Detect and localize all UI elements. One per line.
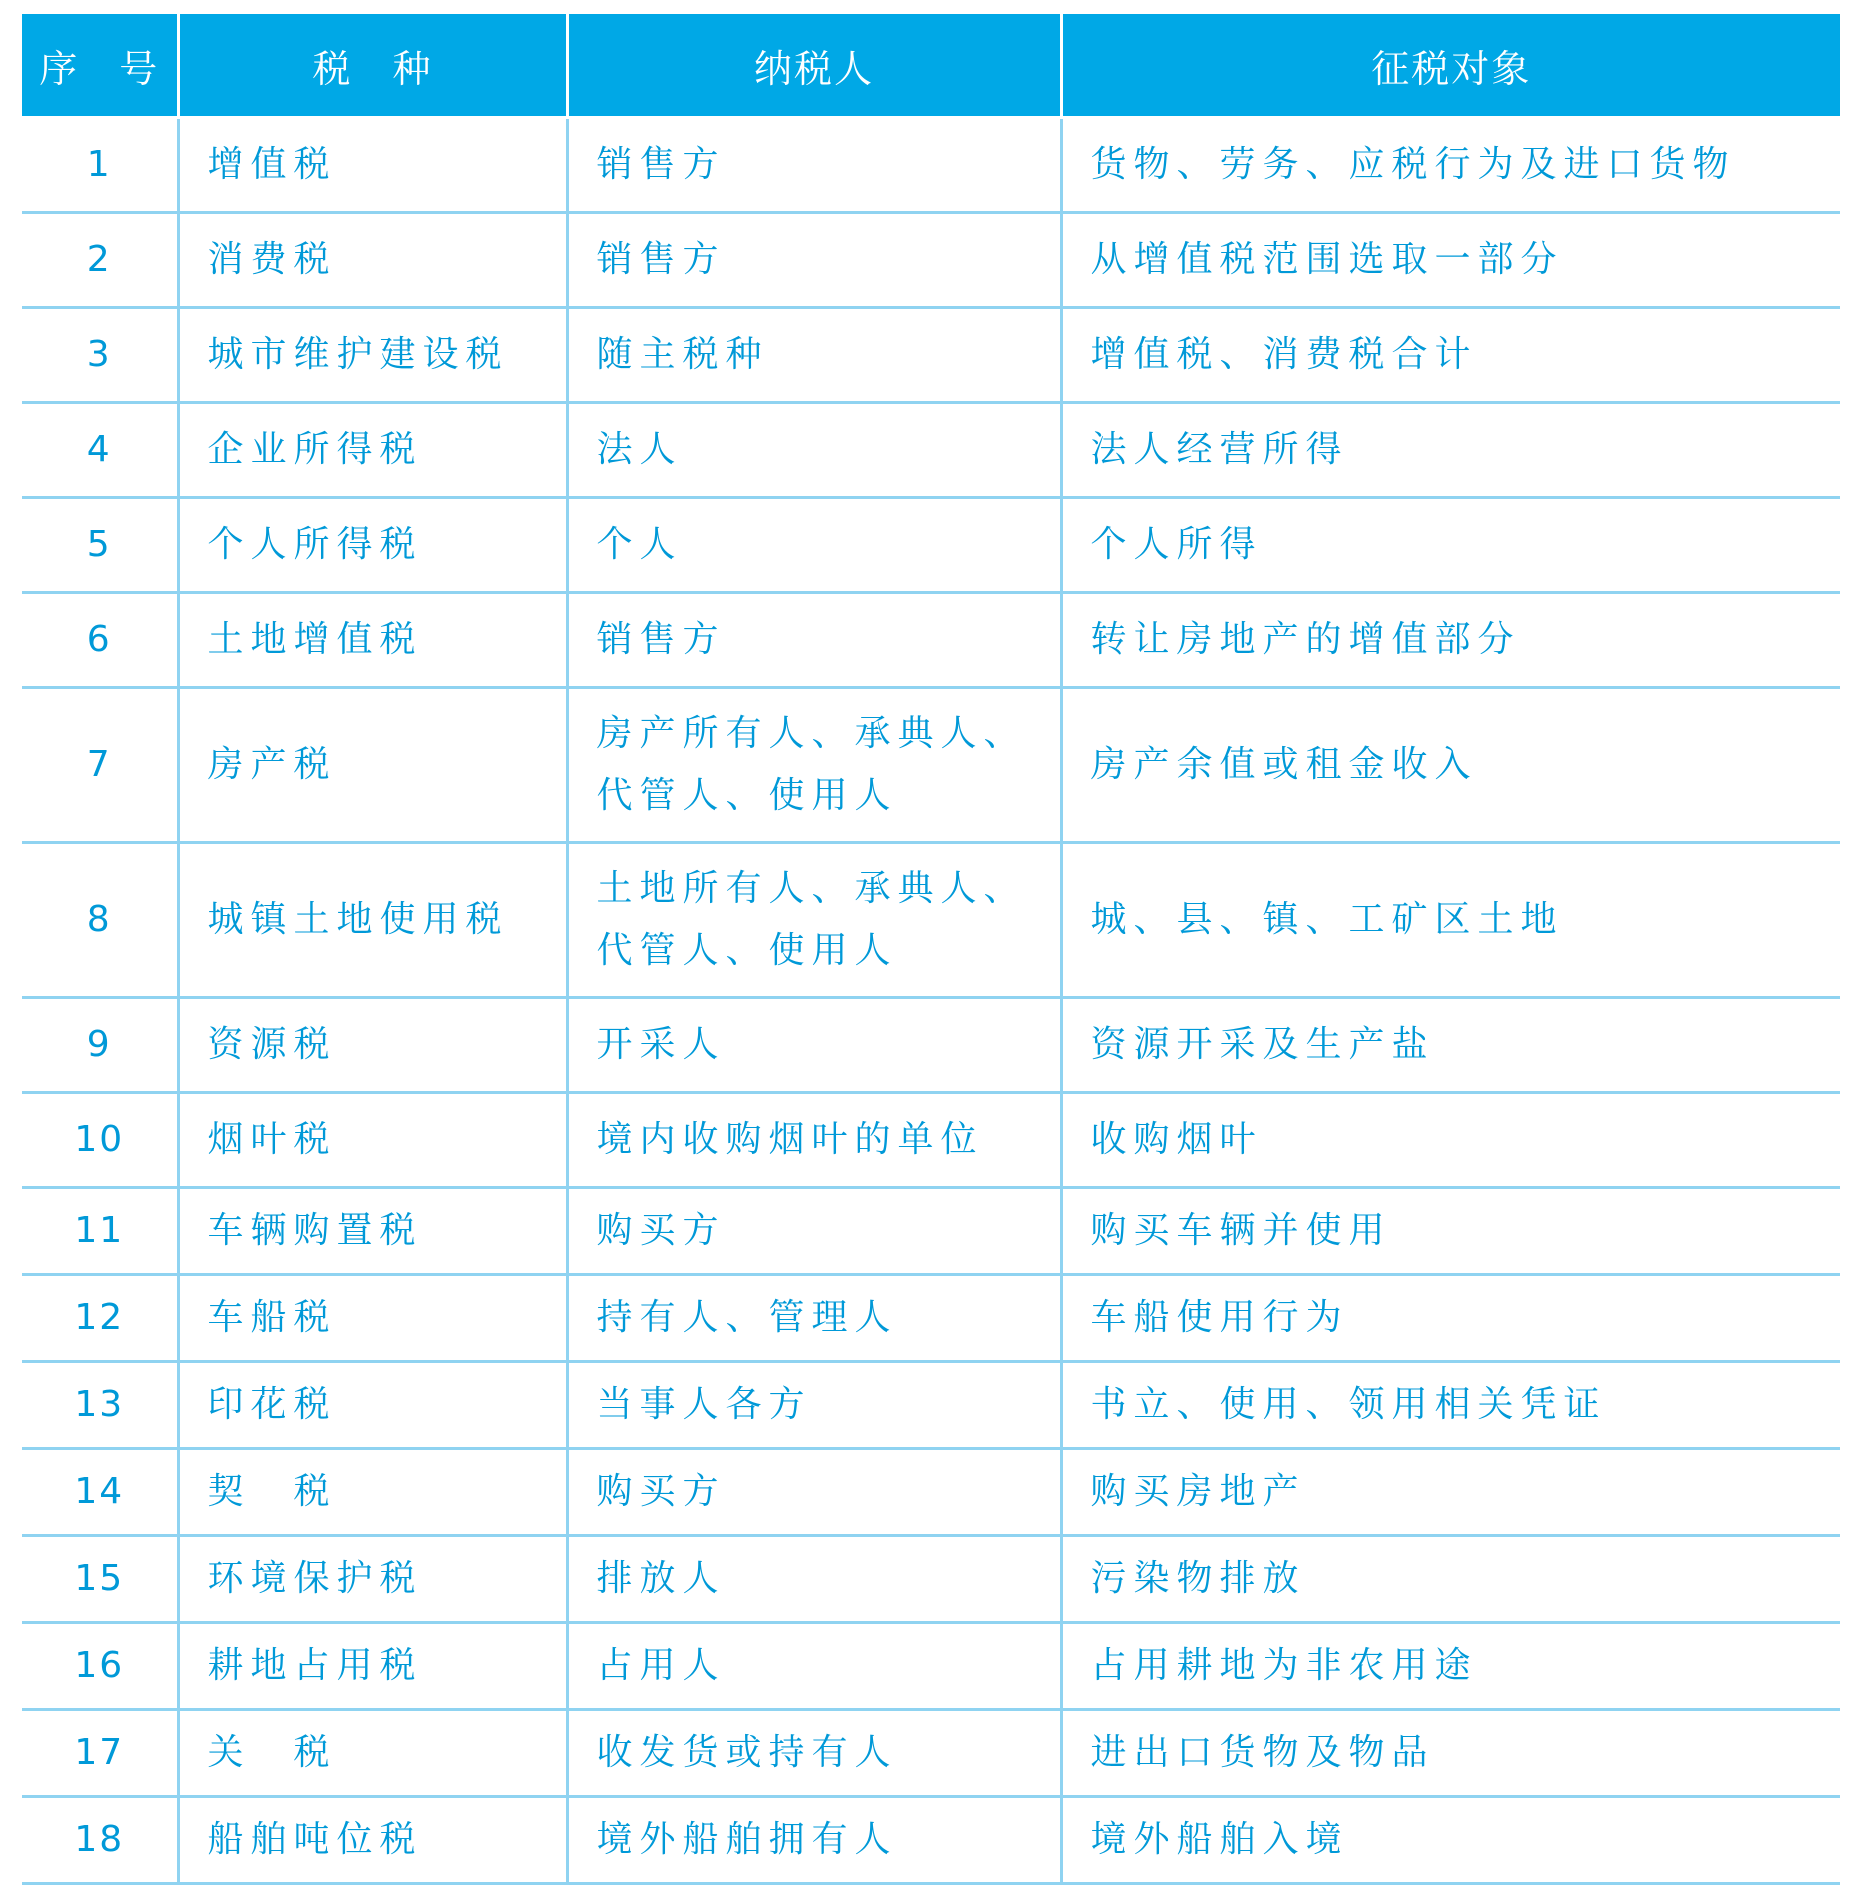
cell-taxpayer: 土地所有人、承典人、代管人、使用人 — [567, 843, 1061, 998]
cell-taxpayer: 购买方 — [567, 1449, 1061, 1536]
table-row — [22, 118, 1840, 213]
cell-index: 18 — [22, 1797, 178, 1884]
cell-taxpayer: 房产所有人、承典人、代管人、使用人 — [567, 688, 1061, 843]
cell-tax-object: 资源开采及生产盐 — [1061, 998, 1840, 1093]
cell-tax-object: 法人经营所得 — [1061, 403, 1840, 498]
cell-taxpayer: 境外船舶拥有人 — [567, 1797, 1061, 1884]
cell-index: 15 — [22, 1536, 178, 1623]
cell-taxpayer: 随主税种 — [567, 308, 1061, 403]
cell-index: 17 — [22, 1710, 178, 1797]
header-index: 序 号 — [22, 14, 178, 118]
table-row — [22, 1797, 1840, 1884]
table-row — [22, 1093, 1840, 1188]
cell-tax-object: 城、县、镇、工矿区土地 — [1061, 843, 1840, 998]
cell-tax-object: 房产余值或租金收入 — [1061, 688, 1840, 843]
cell-tax-type: 增值税 — [178, 118, 567, 213]
cell-tax-type: 资源税 — [178, 998, 567, 1093]
cell-taxpayer: 收发货或持有人 — [567, 1710, 1061, 1797]
cell-taxpayer: 购买方 — [567, 1188, 1061, 1275]
cell-taxpayer: 排放人 — [567, 1536, 1061, 1623]
cell-index: 4 — [22, 403, 178, 498]
cell-tax-type: 消费税 — [178, 213, 567, 308]
cell-tax-type: 耕地占用税 — [178, 1623, 567, 1710]
table-row — [22, 308, 1840, 403]
cell-index: 16 — [22, 1623, 178, 1710]
cell-tax-object: 书立、使用、领用相关凭证 — [1061, 1362, 1840, 1449]
cell-index: 9 — [22, 998, 178, 1093]
table-row — [22, 843, 1840, 998]
table-row — [22, 1623, 1840, 1710]
cell-tax-type: 印花税 — [178, 1362, 567, 1449]
cell-tax-object: 转让房地产的增值部分 — [1061, 593, 1840, 688]
table-row — [22, 1710, 1840, 1797]
cell-index: 6 — [22, 593, 178, 688]
tax-table — [22, 14, 1840, 1885]
cell-tax-object: 车船使用行为 — [1061, 1275, 1840, 1362]
cell-index: 13 — [22, 1362, 178, 1449]
cell-index: 14 — [22, 1449, 178, 1536]
table-row — [22, 1362, 1840, 1449]
cell-tax-object: 从增值税范围选取一部分 — [1061, 213, 1840, 308]
cell-tax-type: 土地增值税 — [178, 593, 567, 688]
cell-tax-type: 关 税 — [178, 1710, 567, 1797]
table-row — [22, 1536, 1840, 1623]
header-tax-object: 征税对象 — [1061, 14, 1840, 118]
cell-tax-object: 增值税、消费税合计 — [1061, 308, 1840, 403]
cell-taxpayer: 持有人、管理人 — [567, 1275, 1061, 1362]
table-header — [22, 14, 1840, 118]
cell-tax-object: 污染物排放 — [1061, 1536, 1840, 1623]
header-tax-type: 税 种 — [178, 14, 567, 118]
cell-tax-type: 房产税 — [178, 688, 567, 843]
table-row — [22, 213, 1840, 308]
cell-taxpayer: 境内收购烟叶的单位 — [567, 1093, 1061, 1188]
cell-tax-object: 购买车辆并使用 — [1061, 1188, 1840, 1275]
cell-index: 3 — [22, 308, 178, 403]
table-row — [22, 498, 1840, 593]
cell-tax-type: 烟叶税 — [178, 1093, 567, 1188]
table-row — [22, 593, 1840, 688]
table-row — [22, 1449, 1840, 1536]
cell-taxpayer: 销售方 — [567, 213, 1061, 308]
cell-index: 8 — [22, 843, 178, 998]
cell-index: 2 — [22, 213, 178, 308]
cell-taxpayer: 当事人各方 — [567, 1362, 1061, 1449]
cell-tax-type: 车船税 — [178, 1275, 567, 1362]
cell-tax-type: 契 税 — [178, 1449, 567, 1536]
cell-taxpayer: 个人 — [567, 498, 1061, 593]
cell-index: 12 — [22, 1275, 178, 1362]
table-row — [22, 403, 1840, 498]
cell-tax-type: 车辆购置税 — [178, 1188, 567, 1275]
cell-index: 10 — [22, 1093, 178, 1188]
cell-tax-object: 购买房地产 — [1061, 1449, 1840, 1536]
header-taxpayer: 纳税人 — [567, 14, 1061, 118]
table-row — [22, 998, 1840, 1093]
cell-tax-object: 进出口货物及物品 — [1061, 1710, 1840, 1797]
cell-tax-type: 个人所得税 — [178, 498, 567, 593]
cell-taxpayer: 销售方 — [567, 118, 1061, 213]
cell-tax-object: 占用耕地为非农用途 — [1061, 1623, 1840, 1710]
cell-index: 11 — [22, 1188, 178, 1275]
cell-taxpayer: 法人 — [567, 403, 1061, 498]
cell-index: 5 — [22, 498, 178, 593]
cell-tax-object: 境外船舶入境 — [1061, 1797, 1840, 1884]
cell-tax-type: 企业所得税 — [178, 403, 567, 498]
cell-taxpayer: 占用人 — [567, 1623, 1061, 1710]
cell-tax-type: 城市维护建设税 — [178, 308, 567, 403]
cell-tax-object: 个人所得 — [1061, 498, 1840, 593]
cell-index: 7 — [22, 688, 178, 843]
cell-taxpayer: 开采人 — [567, 998, 1061, 1093]
table-body — [22, 118, 1840, 1884]
cell-tax-type: 城镇土地使用税 — [178, 843, 567, 998]
cell-tax-object: 货物、劳务、应税行为及进口货物 — [1061, 118, 1840, 213]
table-row — [22, 1275, 1840, 1362]
cell-tax-type: 船舶吨位税 — [178, 1797, 567, 1884]
cell-tax-object: 收购烟叶 — [1061, 1093, 1840, 1188]
cell-taxpayer: 销售方 — [567, 593, 1061, 688]
cell-tax-type: 环境保护税 — [178, 1536, 567, 1623]
table-row — [22, 688, 1840, 843]
table-row — [22, 1188, 1840, 1275]
cell-index: 1 — [22, 118, 178, 213]
